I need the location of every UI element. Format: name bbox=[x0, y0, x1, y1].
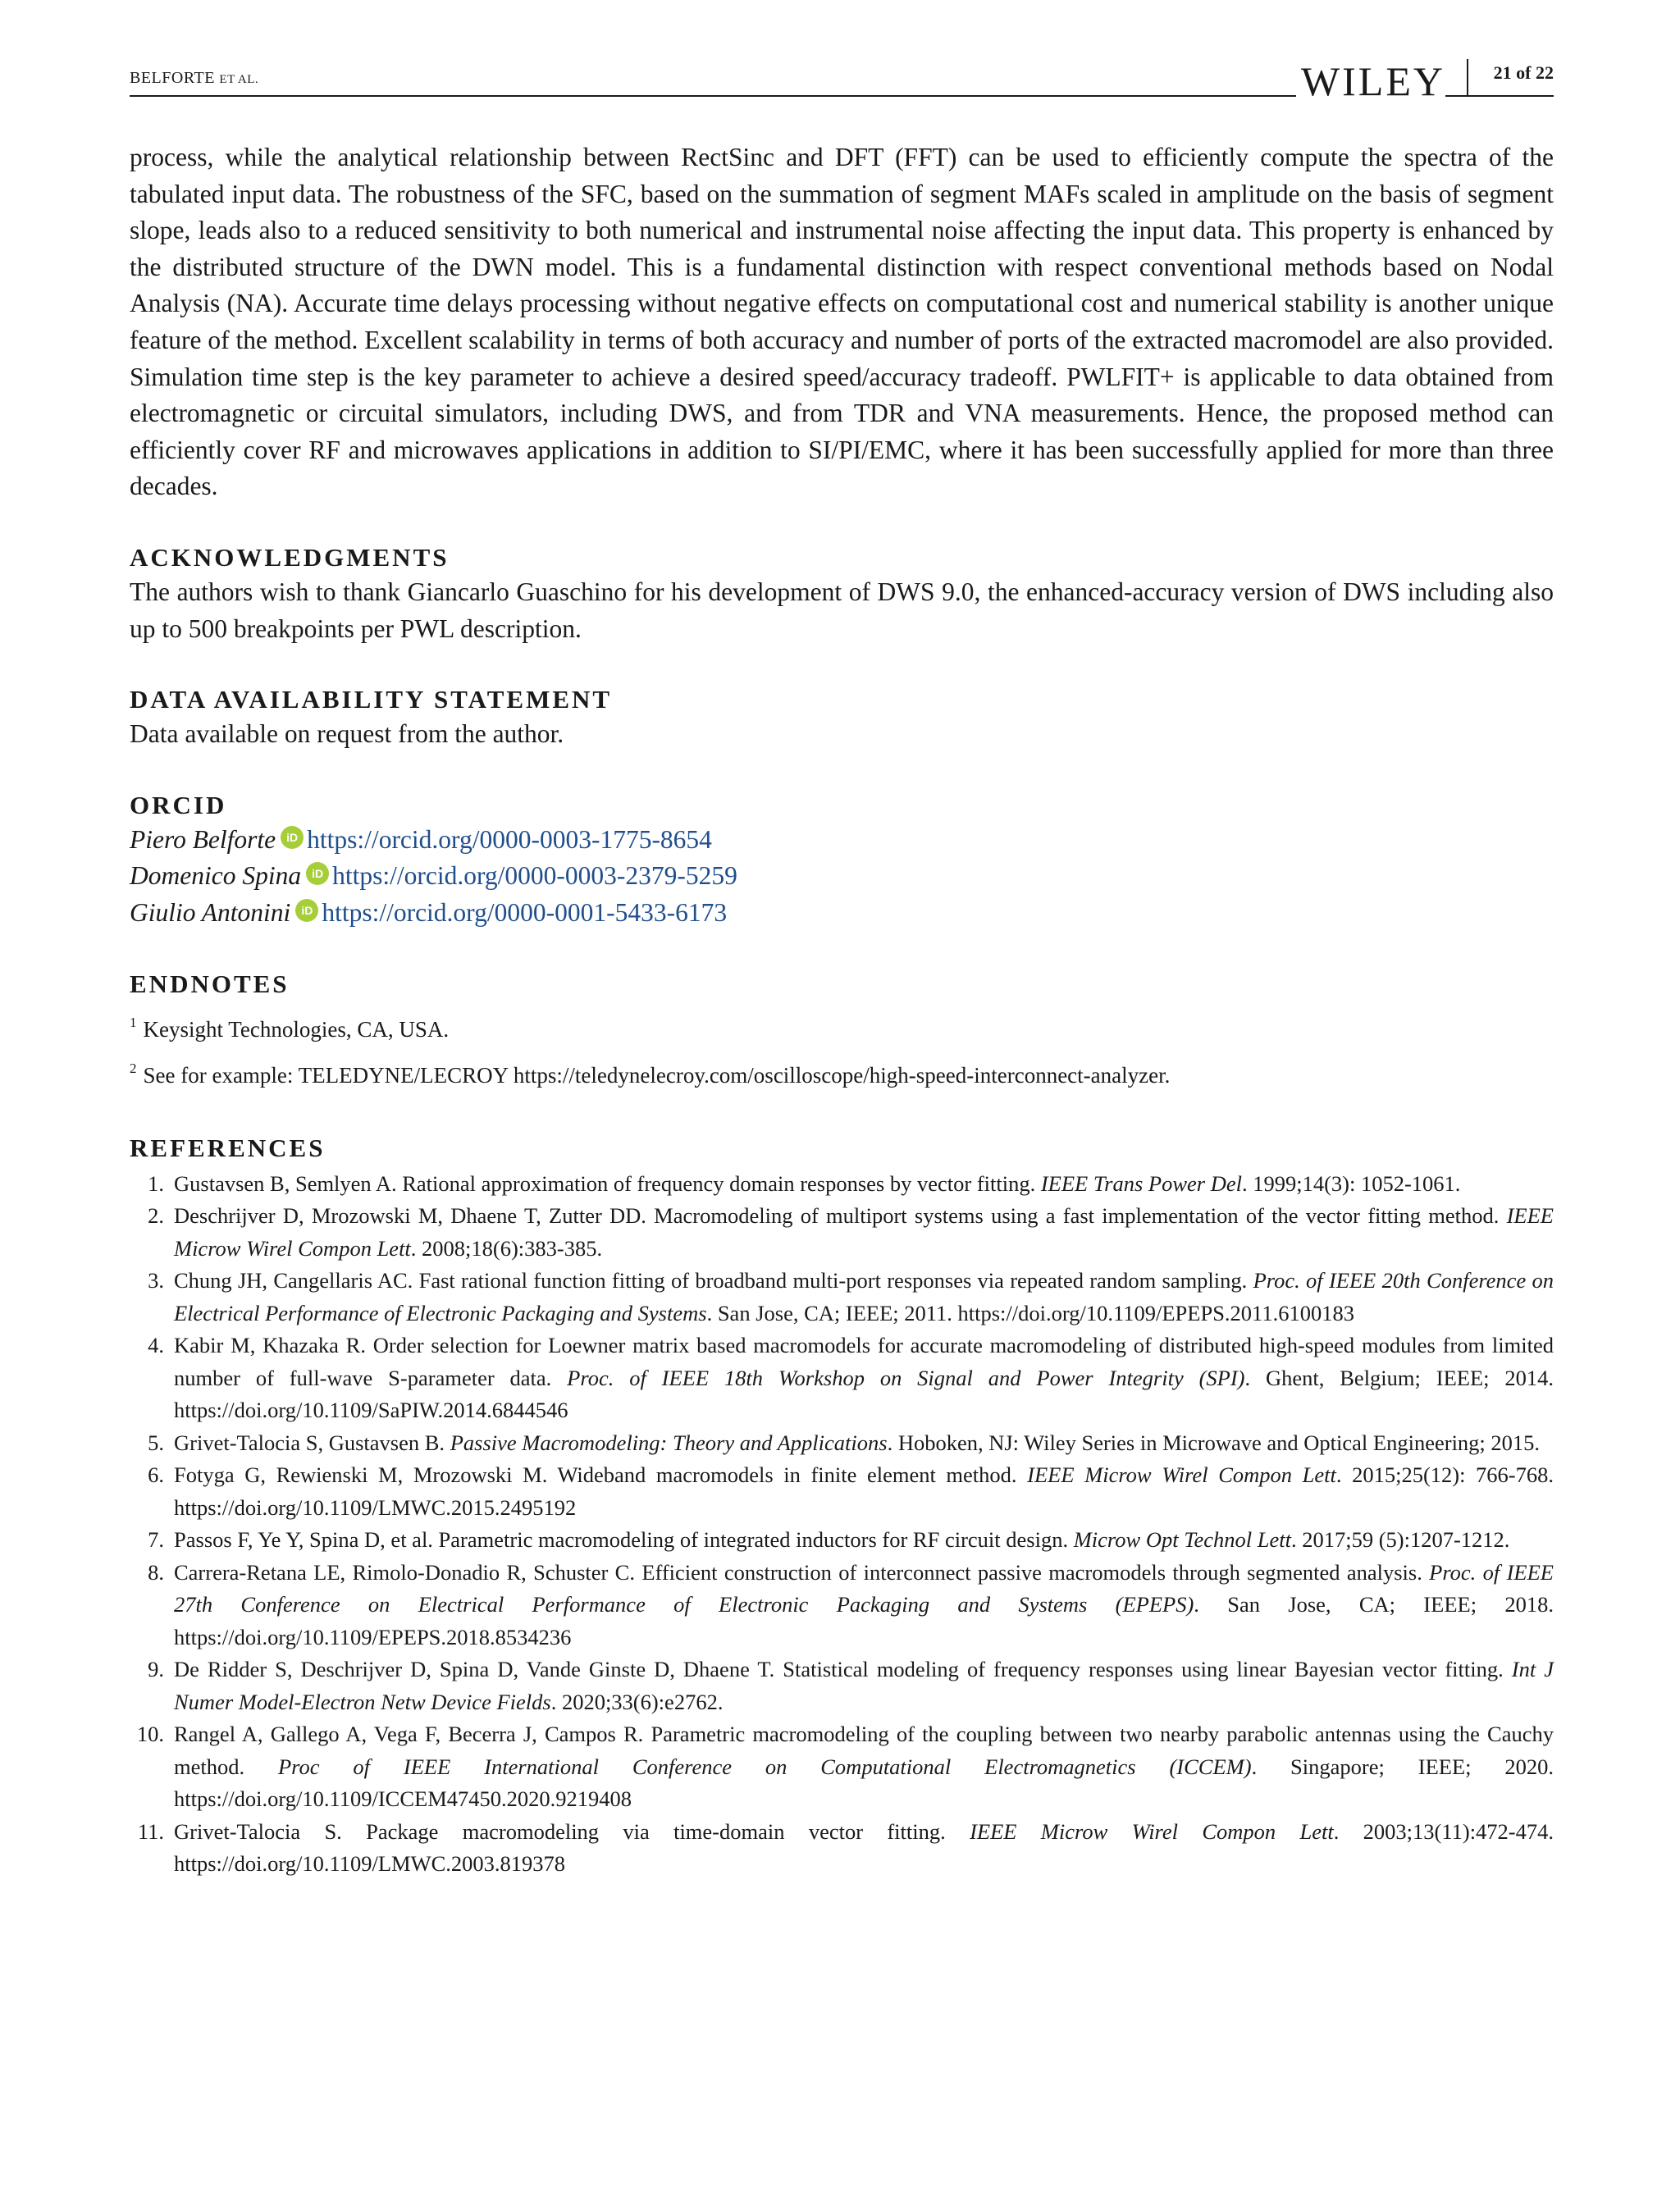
endnote-mark: 2 bbox=[130, 1060, 137, 1076]
endnotes-heading: ENDNOTES bbox=[130, 969, 290, 998]
orcid-section bbox=[130, 789, 1554, 932]
endnote-mark: 1 bbox=[130, 1014, 137, 1030]
reference-item bbox=[130, 1330, 1554, 1427]
running-head-et-al: ET AL. bbox=[219, 73, 259, 86]
data-availability-section bbox=[130, 683, 1554, 753]
orcid-entry bbox=[130, 822, 1554, 859]
reference-authors-title: Chung JH, Cangellaris AC. Fast rational function fitting of broadband multi-port responses via repeated random sampling. bbox=[174, 1268, 1253, 1293]
orcid-author-name: Domenico Spina bbox=[130, 861, 302, 891]
reference-item bbox=[130, 1168, 1554, 1201]
reference-item bbox=[130, 1557, 1554, 1654]
reference-source: IEEE Microw Wirel Compon Lett bbox=[970, 1818, 1334, 1844]
reference-authors-title: Passos F, Ye Y, Spina D, et al. Parametric macromodeling of integrated inductors for RF circuit design. bbox=[174, 1527, 1074, 1552]
reference-source: IEEE Microw Wirel Compon Lett bbox=[174, 1203, 1554, 1261]
reference-item bbox=[130, 1459, 1554, 1524]
reference-source: IEEE Microw Wirel Compon Lett bbox=[1027, 1462, 1336, 1487]
reference-authors-title: Deschrijver D, Mrozowski M, Dhaene T, Zutter DD. Macromodeling of multiport systems using a fast implementation of the vector fitting method. bbox=[174, 1203, 1507, 1228]
reference-details: . Singapore; IEEE; 2020. https://doi.org/10.1109/ICCEM47450.2020.9219408 bbox=[174, 1754, 1554, 1811]
reference-source: Proc. of IEEE 27th Conference on Electrical Performance of Electronic Packaging and Systems (EPEPS) bbox=[174, 1559, 1554, 1617]
reference-item bbox=[130, 1816, 1554, 1881]
running-head-author: BELFORTE bbox=[130, 69, 215, 87]
endnotes-section bbox=[130, 968, 1554, 1089]
reference-number: 1. bbox=[148, 1170, 164, 1196]
reference-authors-title: De Ridder S, Deschrijver D, Spina D, Vande Ginste D, Dhaene T. Statistical modeling of frequency responses using linear Bayesian vector fitting. bbox=[174, 1657, 1512, 1681]
reference-number: 8. bbox=[148, 1559, 164, 1585]
reference-number: 5. bbox=[148, 1430, 164, 1455]
reference-authors-title: Grivet-Talocia S. Package macromodeling via time-domain vector fitting. bbox=[174, 1818, 970, 1844]
running-head-authors bbox=[130, 69, 258, 88]
reference-number: 7. bbox=[148, 1527, 164, 1552]
reference-details: . 2017;59 (5):1207-1212. bbox=[1290, 1527, 1510, 1552]
reference-authors-title: Gustavsen B, Semlyen A. Rational approximation of frequency domain responses by vector fitting. bbox=[174, 1170, 1041, 1196]
reference-source: Passive Macromodeling: Theory and Applications bbox=[450, 1430, 888, 1455]
reference-item bbox=[130, 1718, 1554, 1816]
orcid-icon: iD bbox=[295, 899, 318, 922]
orcid-heading: ORCID bbox=[130, 790, 227, 819]
orcid-icon: iD bbox=[281, 826, 304, 849]
reference-source: Int J Numer Model-Electron Netw Device Fields bbox=[174, 1657, 1554, 1714]
reference-item bbox=[130, 1524, 1554, 1557]
orcid-entry bbox=[130, 895, 1554, 932]
endnote bbox=[130, 1009, 1554, 1043]
reference-details: . San Jose, CA; IEEE; 2011. https://doi.org/10.1109/EPEPS.2011.6100183 bbox=[706, 1300, 1354, 1325]
reference-source: Proc of IEEE International Conference on Computational Electromagnetics (ICCEM) bbox=[277, 1754, 1252, 1779]
reference-item bbox=[130, 1427, 1554, 1460]
publisher-logo: WILEY bbox=[1296, 56, 1445, 107]
reference-details: . San Jose, CA; IEEE; 2018. https://doi.org/10.1109/EPEPS.2018.8534236 bbox=[174, 1592, 1554, 1649]
reference-number: 2. bbox=[148, 1203, 164, 1228]
reference-source: Proc. of IEEE 18th Workshop on Signal and Power Integrity (SPI) bbox=[567, 1365, 1245, 1390]
reference-details: . 2015;25(12): 766-768. https://doi.org/10.1109/LMWC.2015.2495192 bbox=[174, 1462, 1554, 1520]
orcid-icon: iD bbox=[306, 862, 329, 885]
references-section bbox=[130, 1132, 1554, 1881]
reference-number: 4. bbox=[148, 1333, 164, 1357]
acknowledgments-text: The authors wish to thank Giancarlo Guaschino for his development of DWS 9.0, the enhanced-accuracy version of DWS including also up to 500 breakpoints per PWL description. bbox=[130, 577, 1554, 643]
orcid-author-name: Giulio Antonini bbox=[130, 897, 291, 927]
reference-details: . Hoboken, NJ: Wiley Series in Microwave and Optical Engineering; 2015. bbox=[887, 1430, 1541, 1455]
data-availability-text: Data available on request from the author. bbox=[130, 719, 564, 749]
reference-list bbox=[130, 1168, 1554, 1881]
page-content bbox=[130, 139, 1554, 1881]
reference-number: 10. bbox=[136, 1722, 164, 1746]
page-number: 21 of 22 bbox=[1493, 62, 1554, 83]
reference-item bbox=[130, 1200, 1554, 1265]
orcid-link[interactable]: https://orcid.org/0000-0003-1775-8654 bbox=[307, 824, 712, 854]
reference-number: 11. bbox=[137, 1818, 164, 1844]
reference-source: IEEE Trans Power Del bbox=[1040, 1170, 1242, 1196]
reference-number: 3. bbox=[148, 1268, 164, 1293]
reference-item bbox=[130, 1654, 1554, 1718]
data-availability-heading: DATA AVAILABILITY STATEMENT bbox=[130, 685, 613, 714]
endnote bbox=[130, 1055, 1554, 1089]
reference-details: . 2003;13(11):472-474. https://doi.org/10.1109/LMWC.2003.819378 bbox=[174, 1818, 1554, 1876]
reference-details: . 2008;18(6):383-385. bbox=[410, 1235, 603, 1261]
reference-authors-title: Carrera-Retana LE, Rimolo-Donadio R, Schuster C. Efficient construction of interconnect passive macromodels through segmented analysis. bbox=[174, 1559, 1430, 1585]
reference-number: 9. bbox=[148, 1657, 164, 1681]
reference-authors-title: Rangel A, Gallego A, Vega F, Becerra J, Campos R. Parametric macromodeling of the coupling between two nearby parabolic antennas using the Cauchy method. bbox=[174, 1722, 1554, 1779]
reference-details: . 1999;14(3): 1052-1061. bbox=[1241, 1170, 1461, 1196]
orcid-link[interactable]: https://orcid.org/0000-0003-2379-5259 bbox=[332, 861, 737, 891]
orcid-entry bbox=[130, 858, 1554, 895]
body-paragraph: process, while the analytical relationship between RectSinc and DFT (FFT) can be used to efficiently compute the spectra of the tabulated input data. The robustness of the SFC, based on the summation of segment MAFs scaled in amplitude on the basis of segment slope, leads also to a reduced sensitivity to both numerical and instrumental noise affecting the input data. This property is enhanced by the distributed structure of the DWN model. This is a fundamental distinction with respect conventional methods based on Nodal Analysis (NA). Accurate time delays processing without negative effects on computational cost and numerical stability is another unique feature of the method. Excellent scalability in terms of both accuracy and number of ports of the extracted macromodel are also provided. Simulation time step is the key parameter to achieve a desired speed/accuracy tradeoff. PWLFIT+ is applicable to data obtained from electromagnetic or circuital simulators, including DWS, and from TDR and VNA measurements. Hence, the proposed method can efficiently cover RF and microwaves applications in addition to SI/PI/EMC, where it has been successfully applied for more than three decades. bbox=[130, 143, 1554, 501]
reference-details: . 2020;33(6):e2762. bbox=[550, 1689, 724, 1714]
orcid-link[interactable]: https://orcid.org/0000-0001-5433-6173 bbox=[322, 897, 728, 927]
orcid-author-name: Piero Belforte bbox=[130, 824, 276, 854]
acknowledgments-section bbox=[130, 541, 1554, 647]
reference-source: Microw Opt Technol Lett bbox=[1073, 1527, 1291, 1552]
reference-authors-title: Grivet-Talocia S, Gustavsen B. bbox=[174, 1430, 450, 1455]
reference-item bbox=[130, 1265, 1554, 1330]
page-header bbox=[130, 54, 1554, 104]
reference-number: 6. bbox=[148, 1462, 164, 1487]
reference-authors-title: Fotyga G, Rewienski M, Mrozowski M. Wideband macromodels in finite element method. bbox=[174, 1462, 1028, 1487]
acknowledgments-heading: ACKNOWLEDGMENTS bbox=[130, 542, 450, 572]
reference-authors-title: Kabir M, Khazaka R. Order selection for Loewner matrix based macromodels for accurate macromodeling of distributed high-speed modules from limited number of full-wave S-parameter data. bbox=[174, 1333, 1554, 1390]
references-heading: REFERENCES bbox=[130, 1133, 326, 1162]
header-divider bbox=[1467, 59, 1468, 97]
reference-details: . Ghent, Belgium; IEEE; 2014. https://doi.org/10.1109/SaPIW.2014.6844546 bbox=[174, 1365, 1554, 1422]
endnote-text: See for example: TELEDYNE/LECROY https://teledynelecroy.com/oscilloscope/high-speed-interconnect-analyzer. bbox=[143, 1062, 1171, 1088]
reference-source: Proc. of IEEE 20th Conference on Electrical Performance of Electronic Packaging and Systems bbox=[174, 1268, 1554, 1325]
endnote-text: Keysight Technologies, CA, USA. bbox=[143, 1016, 450, 1042]
